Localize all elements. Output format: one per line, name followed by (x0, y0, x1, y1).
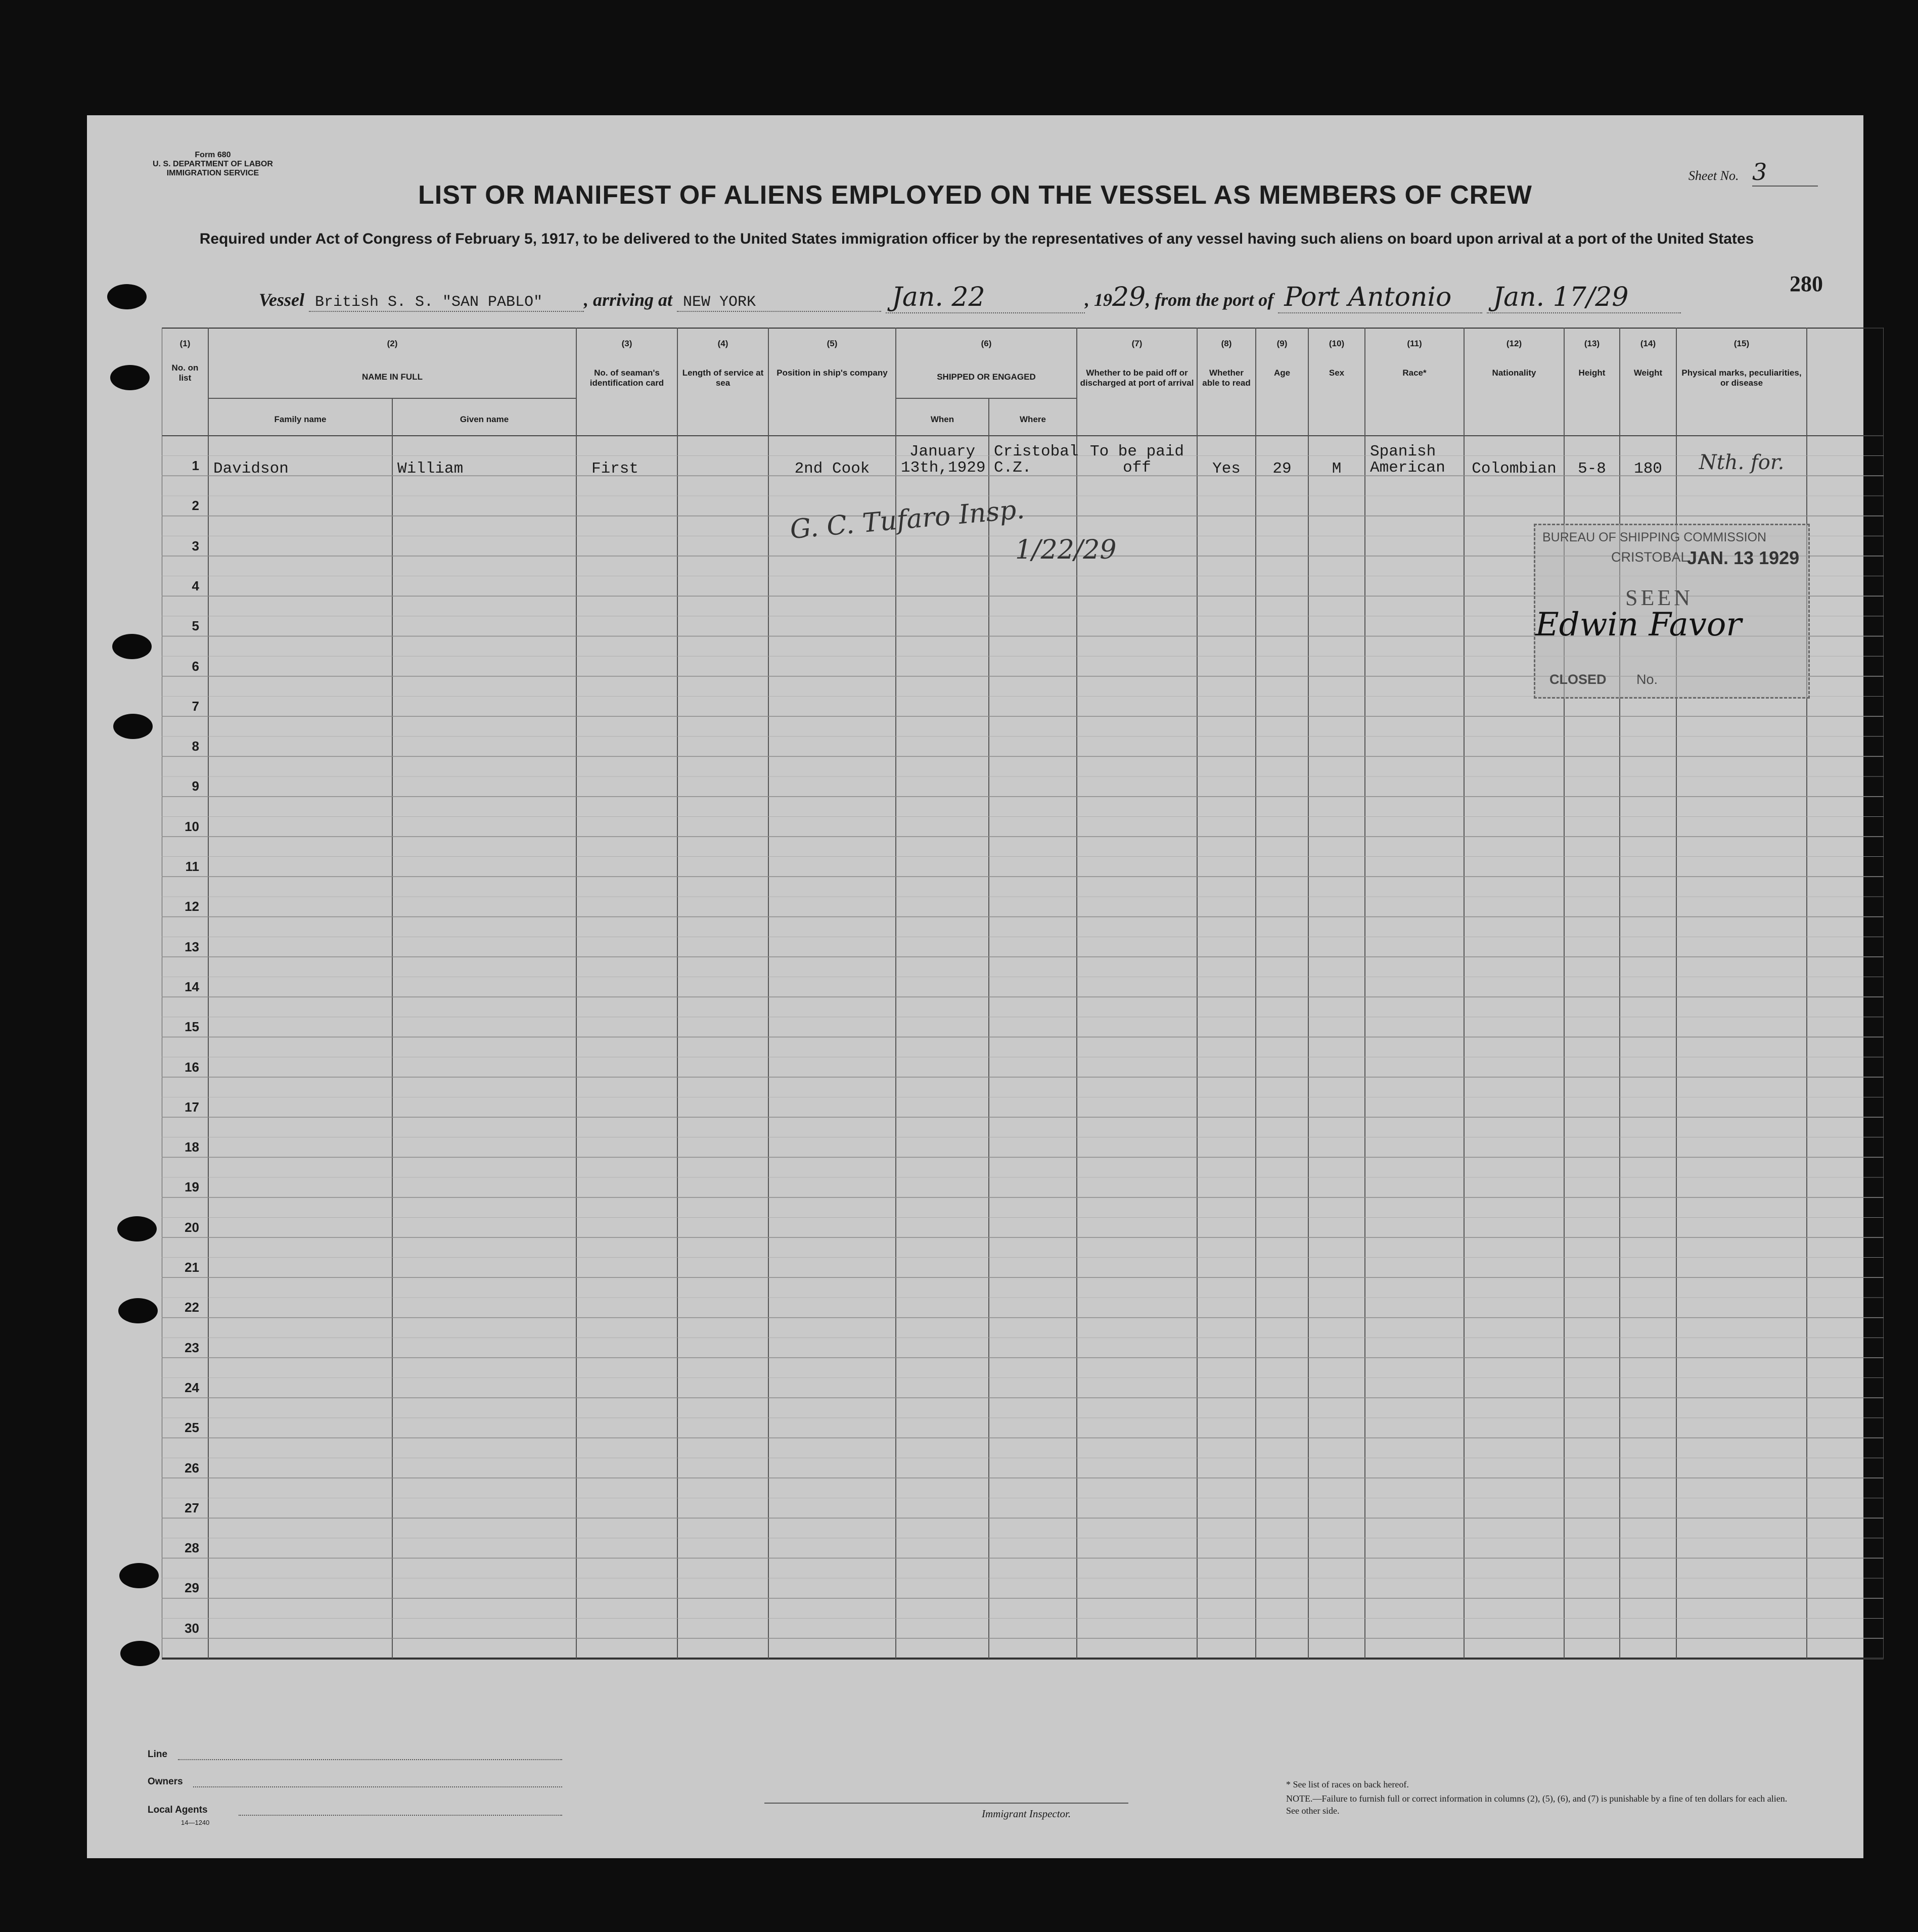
column-header: Position in ship's company (777, 368, 888, 378)
vessel-name: British S. S. "SAN PABLO" (309, 294, 584, 312)
row-number: 6 (192, 658, 199, 674)
punch-hole (119, 1563, 159, 1588)
line-field (178, 1759, 562, 1760)
stamp-line1: BUREAU OF SHIPPING COMMISSION (1542, 530, 1767, 544)
inspector-label: Immigrant Inspector. (982, 1808, 1071, 1820)
row-number: 27 (185, 1500, 199, 1515)
column-number: (1) (179, 339, 191, 348)
service-name: IMMIGRATION SERVICE (166, 169, 259, 177)
row-number: 10 (185, 818, 199, 834)
stamp-closed-no: No. (1636, 672, 1658, 687)
column-header: Height (1578, 368, 1606, 378)
cell-given-name: William (397, 460, 464, 478)
row-number: 9 (192, 778, 199, 794)
row-number: 2 (192, 498, 199, 514)
sheet-label: Sheet No. (1688, 168, 1739, 183)
row-number: 19 (185, 1179, 199, 1195)
owners-label: Owners (148, 1776, 183, 1787)
department-name: U. S. DEPARTMENT OF LABOR (153, 160, 273, 168)
departure-port: Port Antonio (1278, 282, 1482, 313)
owners-field (193, 1786, 562, 1787)
row-number: 12 (185, 899, 199, 914)
column-subheader: When (930, 415, 954, 424)
departure-date: Jan. 17/29 (1487, 282, 1681, 313)
column-header: Weight (1633, 368, 1663, 378)
column-number: (3) (621, 339, 632, 348)
column-header: Race* (1402, 368, 1427, 378)
year-prefix: , 19 (1085, 290, 1113, 310)
column-header: Age (1273, 368, 1291, 378)
cell-nationality: Colombian (1472, 460, 1557, 478)
cell-family-name: Davidson (213, 460, 289, 478)
row-number: 16 (185, 1059, 199, 1075)
column-number: (2) (387, 339, 398, 348)
column-subheader: Where (1020, 415, 1046, 424)
line-label: Line (148, 1749, 168, 1760)
arrival-date: Jan. 22 (886, 282, 1085, 313)
column-number: (6) (981, 339, 992, 348)
punch-hole (113, 714, 153, 739)
cell-age: 29 (1272, 460, 1292, 478)
races-note: * See list of races on back hereof. (1286, 1779, 1409, 1789)
form-number: Form 680 (195, 151, 231, 159)
row-number: 21 (185, 1260, 199, 1275)
cell-paid-off: To be paid off (1089, 443, 1184, 477)
column-header: Nationality (1492, 368, 1536, 378)
inspector-signature-line (764, 1803, 1128, 1804)
row-number: 26 (185, 1460, 199, 1476)
column-number: (8) (1221, 339, 1232, 348)
row-number: 8 (192, 739, 199, 754)
column-header: Physical marks, peculiarities, or disease (1681, 368, 1802, 388)
row-number: 5 (192, 618, 199, 634)
column-number: (15) (1733, 339, 1750, 348)
stamp-seen: SEEN (1625, 585, 1693, 610)
local-agents-field (239, 1815, 562, 1816)
penalty-note: NOTE.—Failure to furnish full or correct information in columns (2), (5), (6), and (7) is punishable by a fine of ten dollars for each alien. See other side. (1286, 1793, 1788, 1816)
row-number: 25 (185, 1420, 199, 1436)
row-number: 24 (185, 1379, 199, 1395)
column-header: Whether able to read (1202, 368, 1251, 388)
stamp-line2: CRISTOBAL (1611, 549, 1688, 565)
inspector-signature: G. C. Tufaro Insp. (789, 494, 1026, 545)
column-header: Sex (1329, 368, 1345, 378)
row-number: 22 (185, 1300, 199, 1315)
cell-when: January 13th,1929 (901, 443, 986, 477)
manifest-sheet (87, 115, 1863, 1858)
row-number: 15 (185, 1019, 199, 1035)
column-number: (13) (1584, 339, 1600, 348)
cell-id-card: First (591, 460, 639, 478)
cell-weight: 180 (1634, 460, 1662, 478)
punch-hole (110, 365, 150, 390)
row-number: 23 (185, 1340, 199, 1355)
column-number: (14) (1640, 339, 1656, 348)
sheet-value: 3 (1752, 158, 1818, 187)
column-number: (11) (1407, 339, 1422, 348)
cell-sex: M (1332, 460, 1342, 478)
stamp-closed: CLOSED (1549, 672, 1607, 687)
from-port-label: , from the port of (1146, 290, 1274, 310)
row-number: 20 (185, 1219, 199, 1235)
cell-where: Cristobal C.Z. (994, 443, 1079, 477)
punch-hole (120, 1641, 160, 1666)
form-identification (153, 151, 273, 178)
stamp-signature: Edwin Favor (1535, 606, 1742, 643)
column-number: (9) (1276, 339, 1288, 348)
punch-hole (117, 1216, 157, 1241)
row-number: 3 (192, 538, 199, 554)
column-number: (5) (827, 339, 838, 348)
cell-race: Spanish American (1370, 443, 1445, 477)
column-number: (10) (1329, 339, 1345, 348)
inspector-date: 1/22/29 (1015, 535, 1117, 565)
row-number: 17 (185, 1099, 199, 1115)
row-number: 18 (185, 1139, 199, 1155)
arrival-year: 29 (1112, 282, 1146, 312)
row-number: 14 (185, 979, 199, 994)
document-subtitle: Required under Act of Congress of February 5, 1917, to be delivered to the United States immigration officer by the representatives of any vessel having such aliens on board upon arrival at a port of the United States (199, 231, 1754, 247)
local-agents-label: Local Agents (148, 1805, 208, 1815)
column-number: (12) (1506, 339, 1522, 348)
column-subheader: Given name (460, 415, 509, 424)
row-number: 28 (185, 1540, 199, 1556)
vessel-label: Vessel (259, 290, 304, 310)
form-code: 14—1240 (181, 1819, 210, 1826)
row-number: 13 (185, 939, 199, 954)
row-number: 1 (192, 458, 199, 473)
page-number: 280 (1790, 271, 1823, 296)
row-number: 4 (192, 578, 199, 593)
punch-hole (112, 634, 152, 659)
row-number: 30 (185, 1620, 199, 1636)
row-number: 11 (185, 859, 199, 874)
column-header: Whether to be paid off or discharged at port of arrival (1080, 368, 1194, 388)
column-header: SHIPPED OR ENGAGED (937, 372, 1036, 382)
shipping-commission-stamp (1534, 524, 1810, 699)
column-header: NAME IN FULL (362, 372, 423, 382)
column-number: (4) (717, 339, 728, 348)
row-number: 7 (192, 698, 199, 714)
vessel-line (259, 282, 1681, 313)
arrival-port: NEW YORK (677, 294, 881, 312)
column-header: No. of seaman's identification card (589, 368, 664, 388)
punch-hole (107, 284, 147, 309)
column-subheader: Family name (274, 415, 327, 424)
column-header: Length of service at sea (682, 368, 764, 388)
cell-able-read: Yes (1212, 460, 1241, 478)
cell-marks: Nth. for. (1699, 451, 1785, 474)
cell-position: 2nd Cook (794, 460, 870, 478)
row-number: 29 (185, 1580, 199, 1596)
column-header: No. on list (171, 363, 199, 383)
column-number: (7) (1131, 339, 1143, 348)
arriving-label: , arriving at (584, 290, 673, 310)
stamp-date: JAN. 13 1929 (1687, 547, 1800, 568)
punch-hole (118, 1298, 158, 1323)
cell-height: 5-8 (1578, 460, 1606, 478)
document-title: LIST OR MANIFEST OF ALIENS EMPLOYED ON THE VESSEL AS MEMBERS OF CREW (418, 180, 1532, 210)
